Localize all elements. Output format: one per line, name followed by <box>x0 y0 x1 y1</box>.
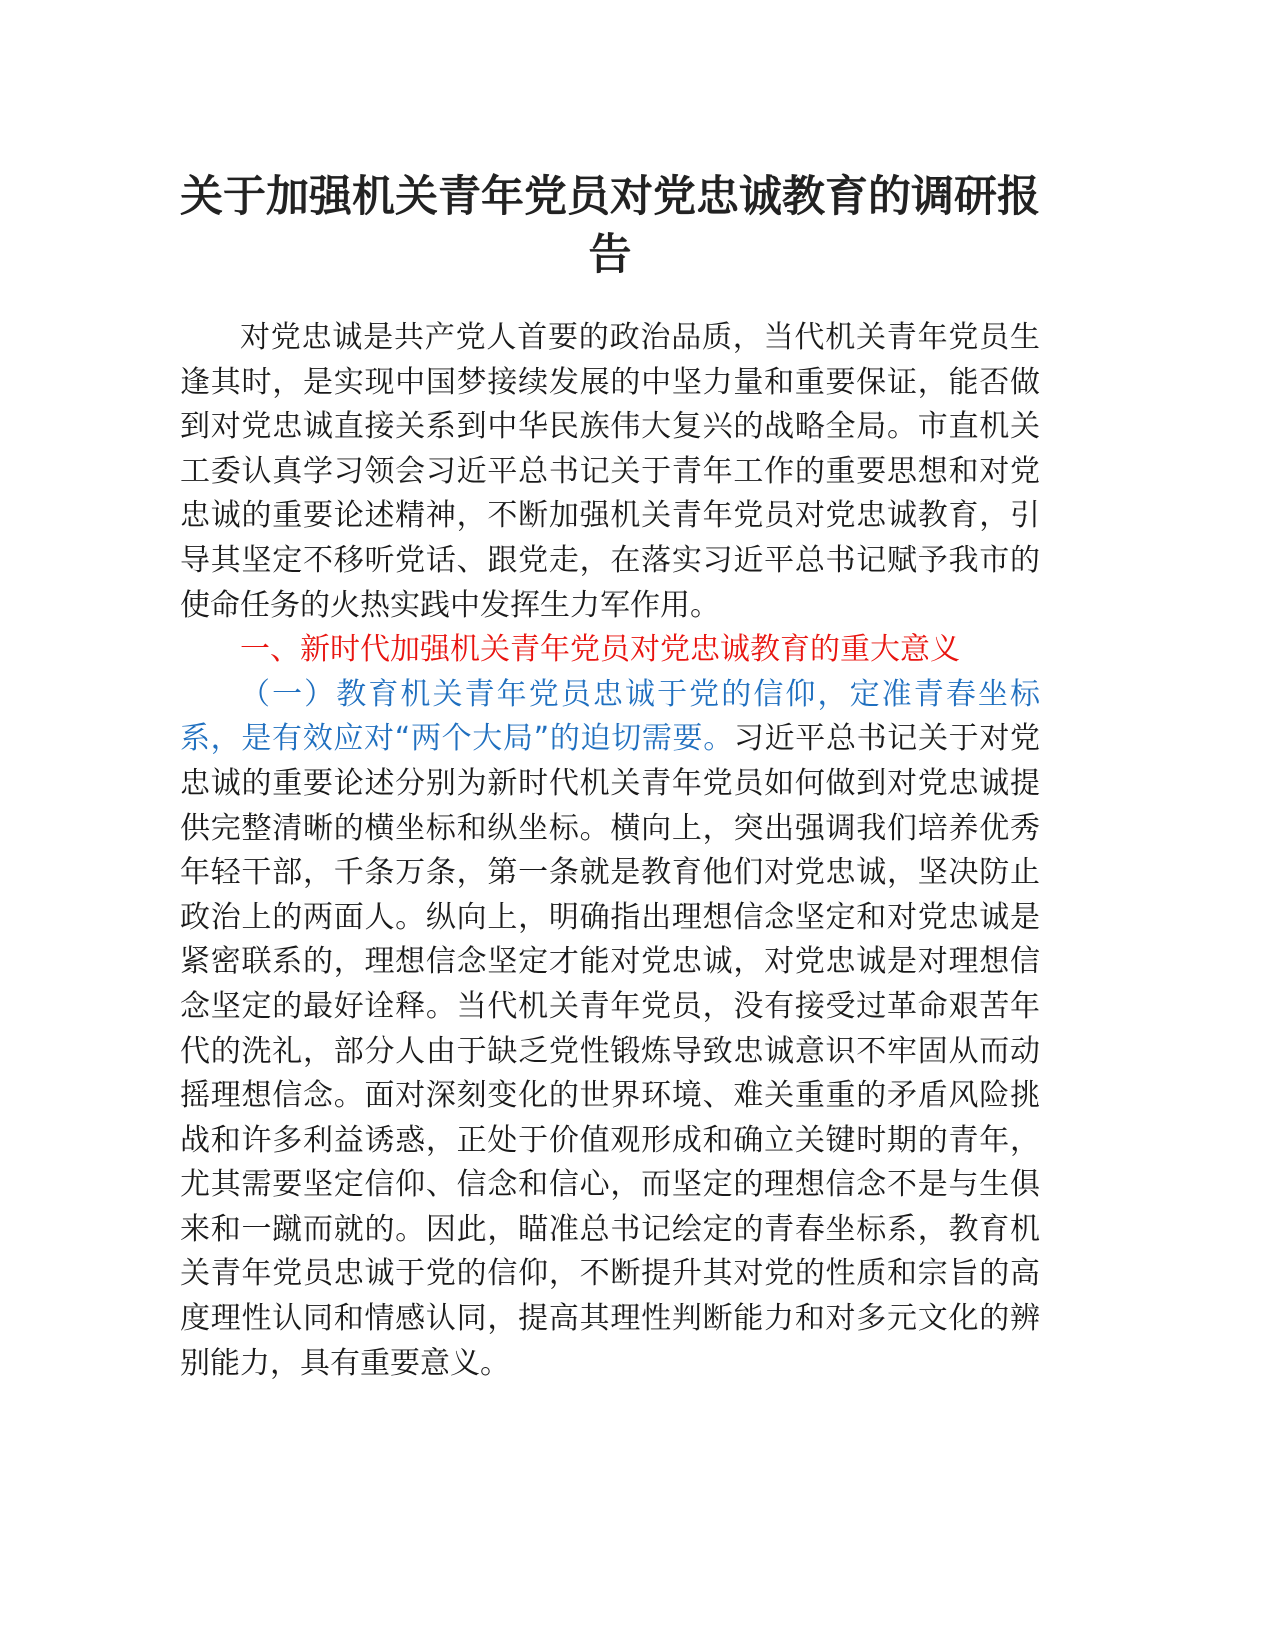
subsection-paragraph <box>180 673 1040 1387</box>
document-title: 关于加强机关青年党员对党忠诚教育的调研报告 <box>180 172 1040 280</box>
subsection-heading: （一）教育机关青年党员忠诚于党的信仰，定准青春坐标系，是有效应对“两个大局”的迫切需要。 <box>180 676 1040 757</box>
document-page <box>180 168 1040 1386</box>
section-heading: 一、新时代加强机关青年党员对党忠诚教育的重大意义 <box>240 632 960 668</box>
intro-paragraph: 对党忠诚是共产党人首要的政治品质，当代机关青年党员生逢其时，是实现中国梦接续发展的中坚力量和重要保证，能否做到对党忠诚直接关系到中华民族伟大复兴的战略全局。市直机关工委认真学习领会习近平总书记关于青年工作的重要思想和对党忠诚的重要论述精神，不断加强机关青年党员对党忠诚教育，引导其坚定不移听党话、跟党走，在落实习近平总书记赋予我市的使命任务的火热实践中发挥生力军作用。 <box>180 320 1040 623</box>
document-body <box>180 316 1040 1386</box>
subsection-body: 习近平总书记关于对党忠诚的重要论述分别为新时代机关青年党员如何做到对党忠诚提供完整清晰的横坐标和纵坐标。横向上，突出强调我们培养优秀年轻干部，千条万条，第一条就是教育他们对党忠诚，坚决防止政治上的两面人。纵向上，明确指出理想信念坚定和对党忠诚是紧密联系的，理想信念坚定才能对党忠诚，对党忠诚是对理想信念坚定的最好诠释。当代机关青年党员，没有接受过革命艰苦年代的洗礼，部分人由于缺乏党性锻炼导致忠诚意识不牢固从而动摇理想信念。面对深刻变化的世界环境、难关重重的矛盾风险挑战和许多利益诱惑，正处于价值观形成和确立关键时期的青年，尤其需要坚定信仰、信念和信心，而坚定的理想信念不是与生俱来和一蹴而就的。因此，瞄准总书记绘定的青春坐标系，教育机关青年党员忠诚于党的信仰，不断提升其对党的性质和宗旨的高度理性认同和情感认同，提高其理性判断能力和对多元文化的辨别能力，具有重要意义。 <box>180 721 1040 1381</box>
